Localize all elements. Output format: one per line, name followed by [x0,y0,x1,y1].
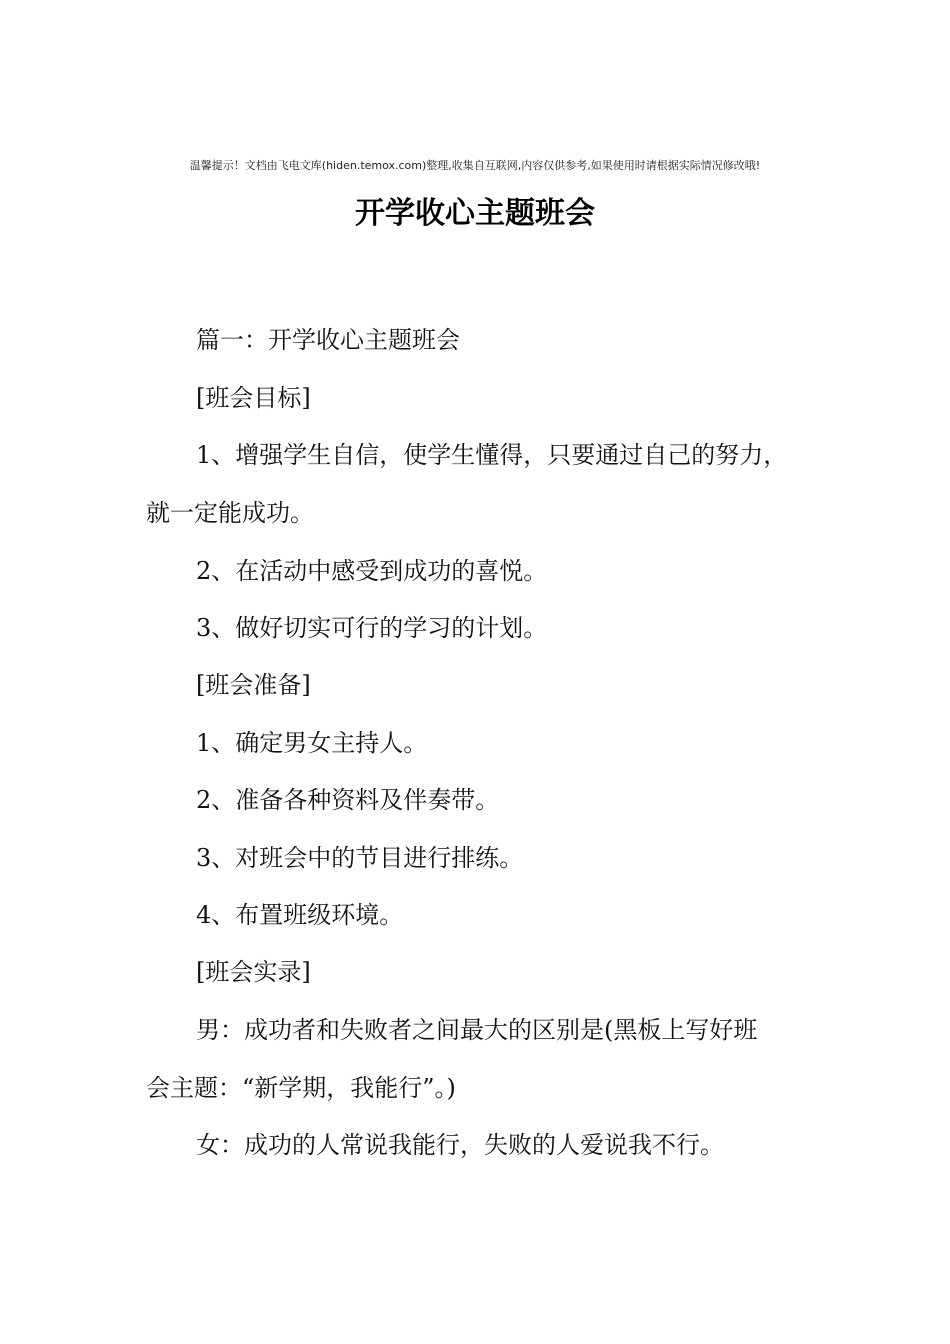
body-paragraph-line: 就一定能成功。 [146,499,314,527]
body-paragraph-line: 4、布置班级环境。 [196,901,404,929]
body-paragraph-line: 1、确定男女主持人。 [196,729,428,757]
subheading-record: [班会实录] [196,958,311,986]
header-notice: 温馨提示！文档由飞电文库(hiden.temox.com)整理,收集自互联网,内容仅供参考,如果使用时请根据实际情况修改哦! [189,159,761,172]
section-heading: 篇一：开学收心主题班会 [196,326,460,354]
body-paragraph-line: 2、准备各种资料及伴奏带。 [196,786,500,814]
body-paragraph-line: 1、增强学生自信，使学生懂得，只要通过自己的努力， [196,441,788,469]
body-paragraph-line: 3、做好切实可行的学习的计划。 [196,614,548,642]
body-paragraph-line: 会主题：“新学期，我能行”。) [146,1074,456,1102]
document-title: 开学收心主题班会 [355,196,595,231]
body-paragraph-line: 2、在活动中感受到成功的喜悦。 [196,557,548,585]
body-paragraph-line: 3、对班会中的节目进行排练。 [196,844,524,872]
subheading-preparation: [班会准备] [196,671,311,699]
body-paragraph-line: 男：成功者和失败者之间最大的区别是(黑板上写好班 [196,1016,758,1044]
subheading-goals: [班会目标] [196,384,311,412]
body-paragraph-line: 女：成功的人常说我能行，失败的人爱说我不行。 [196,1131,724,1159]
